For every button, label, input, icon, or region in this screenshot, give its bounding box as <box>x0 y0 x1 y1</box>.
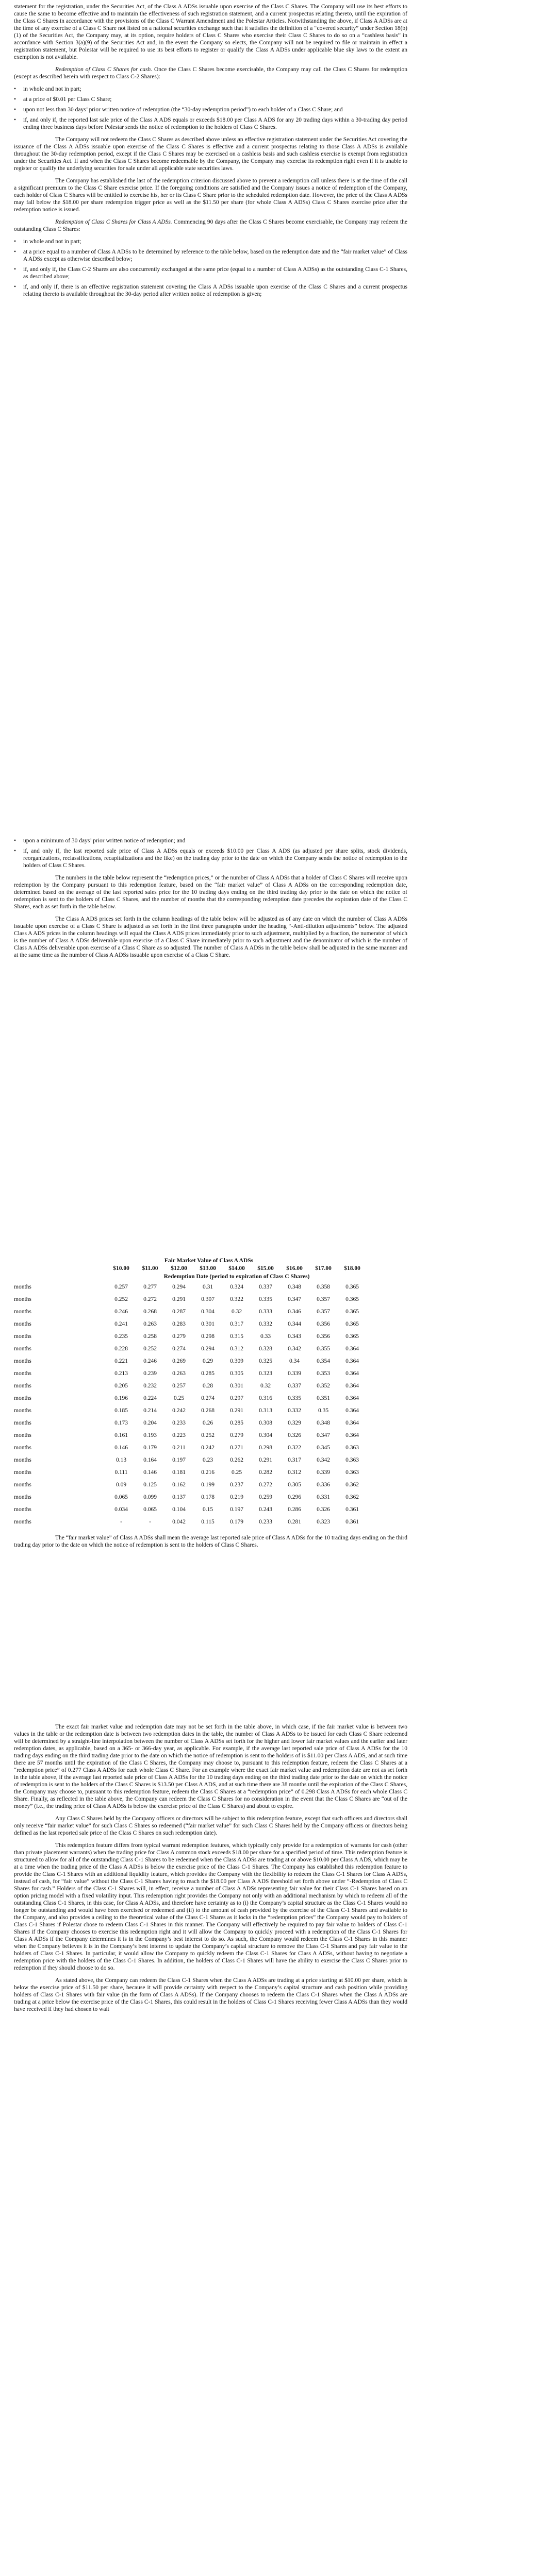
row-label-months: months <box>14 1432 31 1438</box>
list-item <box>14 116 407 131</box>
table-cell-ads-per-share: 0.322 <box>288 1445 301 1451</box>
table-cell-ads-per-share: 0.364 <box>345 1358 359 1364</box>
table-cell-ads-per-share: 0.242 <box>201 1445 215 1451</box>
table-cell-ads-per-share: 0.161 <box>114 1432 128 1438</box>
row-label-months: months <box>14 1469 31 1476</box>
table-cell-ads-per-share: 0.301 <box>201 1321 215 1327</box>
table-cell-ads-per-share: 0.065 <box>114 1494 128 1500</box>
table-cell-ads-per-share: 0.298 <box>259 1445 272 1451</box>
table-cell-ads-per-share: 0.328 <box>259 1346 272 1352</box>
table-cell-ads-per-share: 0.228 <box>114 1346 128 1352</box>
table-cell-ads-per-share: 0.125 <box>143 1482 157 1488</box>
table-cell-ads-per-share: 0.205 <box>114 1383 128 1389</box>
table-cell-ads-per-share: 0.355 <box>317 1346 330 1352</box>
table-row <box>14 1466 367 1479</box>
table-cell-ads-per-share: 0.243 <box>259 1506 272 1513</box>
row-label-months: months <box>14 1333 31 1340</box>
table-cell-ads-per-share: 0.252 <box>143 1346 157 1352</box>
table-cell-ads-per-share: 0.286 <box>288 1506 301 1513</box>
row-label-months: months <box>14 1420 31 1426</box>
list-item <box>14 86 407 93</box>
table-cell-ads-per-share: 0.363 <box>345 1445 359 1451</box>
table-header-price: $16.00 <box>286 1265 303 1272</box>
table-cell-ads-per-share: 0.291 <box>172 1296 186 1302</box>
bullet-icon: • <box>14 284 17 290</box>
table-cell-ads-per-share: 0.297 <box>230 1395 243 1401</box>
table-cell-ads-per-share: 0.364 <box>345 1432 359 1438</box>
table-cell-ads-per-share: 0.137 <box>172 1494 186 1500</box>
list-item <box>14 848 407 869</box>
table-cell-ads-per-share: 0.214 <box>143 1408 157 1414</box>
table-cell-ads-per-share: 0.312 <box>230 1346 243 1352</box>
table-cell-ads-per-share: 0.199 <box>201 1482 215 1488</box>
table-cell-ads-per-share: 0.313 <box>259 1408 272 1414</box>
table-cell-ads-per-share: 0.216 <box>201 1469 215 1476</box>
row-label-months: months <box>14 1519 31 1525</box>
table-cell-ads-per-share: 0.294 <box>172 1284 186 1290</box>
table-header-price: $11.00 <box>142 1265 158 1272</box>
bullet-icon: • <box>14 117 17 123</box>
table-cell-ads-per-share: 0.099 <box>143 1494 157 1500</box>
row-label-months: months <box>14 1494 31 1500</box>
table-cell-ads-per-share: 0.309 <box>230 1358 243 1364</box>
table-cell-ads-per-share: 0.13 <box>116 1457 127 1463</box>
table-cell-ads-per-share: 0.211 <box>172 1445 186 1451</box>
table-cell-ads-per-share: 0.332 <box>259 1321 272 1327</box>
table-cell-ads-per-share: 0.365 <box>345 1284 359 1290</box>
table-cell-ads-per-share: 0.219 <box>230 1494 243 1500</box>
table-cell-ads-per-share: 0.365 <box>345 1333 359 1340</box>
list-item-text: upon not less than 30 days’ prior written notice of redemption (the “30-day redemption period”) to each holder of a Class C Share; and <box>23 107 343 113</box>
bullet-icon: • <box>14 249 17 255</box>
table-cell-ads-per-share: 0.257 <box>172 1383 186 1389</box>
table-cell-ads-per-share: 0.241 <box>114 1321 128 1327</box>
table-cell-ads-per-share: 0.246 <box>143 1358 157 1364</box>
table-row <box>14 1429 367 1442</box>
table-cell-ads-per-share: 0.323 <box>317 1519 330 1525</box>
table-cell-ads-per-share: 0.305 <box>288 1482 301 1488</box>
table-cell-ads-per-share: 0.317 <box>230 1321 243 1327</box>
table-row <box>14 1442 367 1454</box>
table-cell-ads-per-share: 0.337 <box>288 1383 301 1389</box>
table-cell-ads-per-share: 0.348 <box>317 1420 330 1426</box>
table-cell-ads-per-share: 0.034 <box>114 1506 128 1513</box>
table-cell-ads-per-share: 0.305 <box>230 1370 243 1377</box>
paragraph-registration-requirement: The Company will not redeem the Class C Shares as described above unless an effective registration statement under the Securities Act covering the issuance of the Class A ADSs issuable upon exercise of the Class C Shares is effective and a current prospectus relating to those Class A ADSs is available throughout the 30-day redemption period, except if the Class C Shares may be exercised on a cashless basis and such cashless exercise is exempt from registration under the Securities Act. If and when the Class C Shares become redeemable by the Company, the Company may exercise its redemption right even if it is unable to register or qualify the underlying securities for sale under all applicable state securities laws. <box>14 137 407 172</box>
list-item <box>14 238 407 245</box>
table-row <box>14 1318 367 1330</box>
table-cell-ads-per-share: 0.301 <box>230 1383 243 1389</box>
table-row <box>14 1306 367 1318</box>
bullet-list-ads <box>0 238 544 298</box>
list-item <box>14 248 407 263</box>
table-cell-ads-per-share: 0.352 <box>317 1383 330 1389</box>
table-cell-ads-per-share: 0.31 <box>202 1284 213 1290</box>
table-row <box>14 1343 367 1355</box>
row-label-months: months <box>14 1321 31 1327</box>
table-header-blank <box>14 1273 107 1281</box>
table-row <box>14 1355 367 1367</box>
table-cell-ads-per-share: 0.291 <box>230 1408 243 1414</box>
table-cell-ads-per-share: 0.26 <box>202 1420 213 1426</box>
list-item-text: if, and only if, the Class C-2 Shares are also concurrently exchanged at the same price (equal to a number of Class A ADSs) as the outstanding Class C-1 Shares, as described above; <box>23 266 407 280</box>
bullet-icon: • <box>14 848 17 854</box>
paragraph-redemption-cash-text: Once the Class C Shares become exercisable, the Company may call the Class C Shares for redemption (except as described herein with respect to Class C-2 Shares): <box>14 66 407 80</box>
bullet-icon: • <box>14 239 17 245</box>
table-subtitle: Redemption Date (period to expiration of Class C Shares) <box>163 1274 310 1280</box>
table-cell-ads-per-share: 0.345 <box>317 1445 330 1451</box>
paragraph-officers-directors: Any Class C Shares held by the Company officers or directors will be subject to this redemption feature, except that such officers and directors shall only receive “fair market value” for such Class C Shares so redeemed (“fair market value” for such Class C Shares held by the Company officers or directors being defined as the last reported sale price of the Class C Shares on such redemption date). <box>14 1816 407 1836</box>
table-cell-ads-per-share: 0.325 <box>259 1358 272 1364</box>
table-cell-ads-per-share: 0.364 <box>345 1395 359 1401</box>
paragraph-redemption-criterion: The Company has established the last of the redemption criterion discussed above to prevent a redemption call unless there is at the time of the call a significant premium to the Class C Share exercise price. If the foregoing conditions are satisfied and the Company issues a notice of redemption of the Company, each holder of Class C Shares will be entitled to exercise his, her or its Class C Share prior to the scheduled redemption date. However, the price of the Class A ADSs may fall below the $18.00 per share redemption trigger price as well as the $11.50 per share (for whole Class A ADSs) Class C Shares exercise price after the redemption notice is issued. <box>14 178 407 213</box>
table-cell-ads-per-share: 0.257 <box>114 1284 128 1290</box>
table-cell-ads-per-share: 0.322 <box>230 1296 243 1302</box>
table-cell-ads-per-share: 0.326 <box>317 1506 330 1513</box>
table-header-row <box>14 1264 367 1273</box>
table-cell-ads-per-share: 0.042 <box>172 1519 186 1525</box>
table-cell-ads-per-share: 0.274 <box>201 1395 215 1401</box>
table-cell-ads-per-share: 0.364 <box>345 1346 359 1352</box>
table-cell-ads-per-share: 0.262 <box>230 1457 243 1463</box>
table-cell-ads-per-share: 0.329 <box>288 1420 301 1426</box>
list-item-text: at a price of $0.01 per Class C Share; <box>23 96 112 103</box>
table-cell-ads-per-share: 0.224 <box>143 1395 157 1401</box>
row-label-months: months <box>14 1309 31 1315</box>
table-cell-ads-per-share: 0.178 <box>201 1494 215 1500</box>
table-cell-ads-per-share: 0.115 <box>201 1519 215 1525</box>
table-cell-ads-per-share: 0.344 <box>288 1321 301 1327</box>
table-cell-ads-per-share: 0.339 <box>288 1370 301 1377</box>
table-cell-ads-per-share: 0.065 <box>143 1506 157 1513</box>
table-cell-ads-per-share: 0.342 <box>317 1457 330 1463</box>
table-subheader-row <box>14 1273 367 1281</box>
list-item-text: at a price equal to a number of Class A ADSs to be determined by reference to the table below, based on the redemption date and the “fair market value” of Class A ADSs except as otherwise described below; <box>23 249 407 262</box>
paragraph-fair-market-value-definition: The “fair market value” of Class A ADSs shall mean the average last reported sale price of Class A ADSs for the 10 trading days ending on the third trading day prior to the date on which the notice of redemption is sent to the holders of Class C Shares. <box>14 1535 407 1548</box>
section-redemption-prices <box>0 837 544 964</box>
table-row <box>14 1293 367 1306</box>
table-header-price: $10.00 <box>113 1265 129 1272</box>
table-cell-ads-per-share: 0.298 <box>201 1333 215 1340</box>
table-cell-ads-per-share: 0.232 <box>143 1383 157 1389</box>
table-cell-ads-per-share: 0.269 <box>172 1358 186 1364</box>
list-item-text: if, and only if, the last reported sale price of Class A ADSs equals or exceeds $10.00 per Class A ADS (as adjusted per share splits, stock dividends, reorganizations, reclassifications, recapitalizations and the like) on the trading day prior to the date on which the Company sends the notice of redemption to the holders of Class C Shares. <box>23 848 407 869</box>
table-row <box>14 1479 367 1491</box>
table-cell-ads-per-share: 0.272 <box>143 1296 157 1302</box>
paragraph-redemption-feature: This redemption feature differs from typical warrant redemption features, which typically only provide for a redemption of warrants for cash (other than private placement warrants) when the trading price for Class A common stock exceeds $18.00 per share for a specified period of time. This redemption feature is structured to allow for all of the outstanding Class C-1 Shares to be redeemed when the Class A ADSs are trading at or above $10.00 per Class A ADS, which may be at a time when the trading price of the Class A ADSs is below the exercise price of the Class C-1 Shares. The Company has established this redemption feature to provide the Class C-1 Shares with an additional liquidity feature, which provides the Company with the flexibility to redeem the Class C-1 Shares for Class A ADSs, instead of cash, for “fair value” without the Class C-1 Shares having to reach the $18.00 per Class A ADS threshold set forth above under “-Redemption of Class C Shares for cash.” Holders of the Class C-1 Shares will, in effect, receive a number of Class A ADSs representing fair value for their Class C-1 Shares based on an option pricing model with a fixed volatility input. This redemption right provides the Company not only with an additional mechanism by which to redeem all of the outstanding Class C-1 Shares, in this case, for Class A ADSs, and therefore have certainty as to (i) the Company’s capital structure as the Class C-1 Shares would no longer be outstanding and would have been exercised or redeemed and (ii) to the amount of cash provided by the exercise of the Class C-1 Shares and available to the Company, and also provides a ceiling to the theoretical value of the Class C-1 Shares as it locks in the “redemption prices” the Company would pay to holders of Class C-1 Shares if Polestar chose to redeem Class C-1 Shares in this manner. The Company will effectively be required to pay fair value to holders of Class C-1 Shares if the Company chooses to exercise this redemption right and it will allow the Company to quickly proceed with a redemption of the Class C-1 Shares for Class A ADSs if the Company determines it is in the Company’s best interest to do so. As such, the Company would redeem the Class C-1 Shares in this manner when the Company believes it is in the Company’s best interest to update the Company’s capital structure to remove the Class C-1 Shares and pay fair value to the holders of Class C-1 Shares. In particular, it would allow the Company to quickly redeem the Class C-1 Shares for Class A ADSs, without having to negotiate a redemption price with the holders of the Class C-1 Shares. In addition, the holders of Class C-1 Shares will have the ability to exercise the Class C Shares prior to redemption if they should choose to do so. <box>14 1842 408 1971</box>
row-label-months: months <box>14 1284 31 1290</box>
table-header-price: $12.00 <box>171 1265 187 1272</box>
table-cell-ads-per-share: 0.263 <box>172 1370 186 1377</box>
table-cell-ads-per-share: 0.197 <box>230 1506 243 1513</box>
table-row <box>14 1281 367 1293</box>
table-cell-ads-per-share: 0.343 <box>288 1333 301 1340</box>
table-cell-ads-per-share: 0.304 <box>201 1309 215 1315</box>
section-redemption-terms <box>0 3 544 303</box>
table-row <box>14 1417 367 1429</box>
table-cell-ads-per-share: 0.342 <box>288 1346 301 1352</box>
table-cell-ads-per-share: 0.33 <box>260 1333 271 1340</box>
row-label-months: months <box>14 1445 31 1451</box>
table-cell-ads-per-share: - <box>120 1519 122 1525</box>
table-cell-ads-per-share: 0.252 <box>114 1296 128 1302</box>
row-label-months: months <box>14 1346 31 1352</box>
table-cell-ads-per-share: 0.271 <box>230 1445 243 1451</box>
list-item-text: in whole and not in part; <box>23 239 81 245</box>
table-cell-ads-per-share: 0.361 <box>345 1519 359 1525</box>
table-cell-ads-per-share: 0.223 <box>172 1432 186 1438</box>
table-cell-ads-per-share: 0.239 <box>143 1370 157 1377</box>
table-cell-ads-per-share: 0.287 <box>172 1309 186 1315</box>
table-cell-ads-per-share: 0.263 <box>143 1321 157 1327</box>
table-cell-ads-per-share: 0.348 <box>288 1284 301 1290</box>
table-cell-ads-per-share: 0.312 <box>288 1469 301 1476</box>
table-row <box>14 1516 367 1528</box>
section-interpolation <box>0 1723 544 2018</box>
table-cell-ads-per-share: 0.277 <box>143 1284 157 1290</box>
heading-redemption-cash: Redemption of Class C Shares for cash. <box>55 66 153 73</box>
table-cell-ads-per-share: 0.291 <box>259 1457 272 1463</box>
table-cell-ads-per-share: 0.272 <box>259 1482 272 1488</box>
table-cell-ads-per-share: 0.353 <box>317 1370 330 1377</box>
table-cell-ads-per-share: 0.25 <box>173 1395 185 1401</box>
table-row <box>14 1404 367 1417</box>
fair-market-value-table <box>14 1264 367 1528</box>
table-cell-ads-per-share: 0.164 <box>143 1457 157 1463</box>
row-label-months: months <box>14 1457 31 1463</box>
table-body <box>14 1281 367 1528</box>
table-cell-ads-per-share: 0.282 <box>259 1469 272 1476</box>
table-cell-ads-per-share: 0.258 <box>143 1333 157 1340</box>
table-cell-ads-per-share: 0.365 <box>345 1296 359 1302</box>
table-cell-ads-per-share: 0.335 <box>259 1296 272 1302</box>
table-header-price: $15.00 <box>257 1265 274 1272</box>
table-header-price: $14.00 <box>228 1265 245 1272</box>
list-item-text: in whole and not in part; <box>23 86 81 92</box>
bullet-list-cash <box>0 86 544 131</box>
bullet-list-notice <box>0 837 544 869</box>
table-cell-ads-per-share: 0.179 <box>143 1445 157 1451</box>
row-label-months: months <box>14 1482 31 1488</box>
table-cell-ads-per-share: 0.347 <box>288 1296 301 1302</box>
table-cell-ads-per-share: 0.237 <box>230 1482 243 1488</box>
table-cell-ads-per-share: 0.196 <box>114 1395 128 1401</box>
table-row <box>14 1491 367 1503</box>
table-cell-ads-per-share: 0.23 <box>202 1457 213 1463</box>
table-header-price: $18.00 <box>344 1265 360 1272</box>
table-cell-ads-per-share: 0.363 <box>345 1469 359 1476</box>
table-cell-ads-per-share: 0.285 <box>201 1370 215 1377</box>
table-cell-ads-per-share: 0.35 <box>318 1408 329 1414</box>
list-item <box>14 96 407 103</box>
table-cell-ads-per-share: 0.365 <box>345 1321 359 1327</box>
table-cell-ads-per-share: 0.346 <box>288 1309 301 1315</box>
table-cell-ads-per-share: 0.34 <box>289 1358 300 1364</box>
table-cell-ads-per-share: 0.146 <box>114 1445 128 1451</box>
table-header-blank <box>14 1264 107 1273</box>
table-cell-ads-per-share: 0.324 <box>230 1284 243 1290</box>
table-cell-ads-per-share: 0.363 <box>345 1457 359 1463</box>
list-item <box>14 106 407 113</box>
table-cell-ads-per-share: 0.331 <box>317 1494 330 1500</box>
table-cell-ads-per-share: 0.104 <box>172 1506 186 1513</box>
table-row <box>14 1454 367 1466</box>
table-cell-ads-per-share: 0.259 <box>259 1494 272 1500</box>
paragraph-interpolation: The exact fair market value and redemption date may not be set forth in the table above, in which case, if the fair market value is between two values in the table or the redemption date is between two redemption dates in the table, the number of Class A ADSs to be issued for each Class C Share redeemed will be determined by a straight-line interpolation between the number of Class A ADSs set forth for the higher and lower fair market values and the earlier and later redemption dates, as applicable, based on a 365- or 366-day year, as applicable. For example, if the average last reported sale price of Class A ADSs for the 10 trading days ending on the third trading date prior to the date on which the notice of redemption is sent to the holders of is $11.00 per Class A ADS, and at such time there are 57 months until the expiration of the Class C Shares, the Company may choose to, pursuant to this redemption feature, redeem the Class C Shares at a “redemption price” of 0.277 Class A ADSs for each whole Class C Share. For an example where the exact fair market value and redemption date are not as set forth in the table above, if the average last reported sale price of Class A ADSs for the 10 trading days ending on the third trading date prior to the date on which the notice of redemption is sent to the holders of the Class C Shares is $13.50 per Class A ADS, and at such time there are 38 months until the expiration of the Class C Shares, the Company may choose to, pursuant to this redemption feature, redeem the Class C Shares at a “redemption price” of 0.298 Class A ADSs for each whole Class C Share. Finally, as reflected in the table above, the Company can redeem the Class C Shares for no consideration in the event that the Class C Shares are “out of the money” (i.e., the trading price of Class A ADSs is below the exercise price of the Class C Shares) and about to expire. <box>14 1724 407 1809</box>
table-cell-ads-per-share: 0.364 <box>345 1370 359 1377</box>
row-label-months: months <box>14 1296 31 1302</box>
table-cell-ads-per-share: 0.316 <box>259 1395 272 1401</box>
table-cell-ads-per-share: 0.356 <box>317 1321 330 1327</box>
table-row <box>14 1380 367 1392</box>
table-row <box>14 1330 367 1343</box>
table-cell-ads-per-share: 0.146 <box>143 1469 157 1476</box>
table-row <box>14 1392 367 1404</box>
table-cell-ads-per-share: 0.173 <box>114 1420 128 1426</box>
table-cell-ads-per-share: 0.268 <box>143 1309 157 1315</box>
table-cell-ads-per-share: 0.308 <box>259 1420 272 1426</box>
list-item <box>14 266 407 280</box>
table-cell-ads-per-share: 0.25 <box>231 1469 242 1476</box>
row-label-months: months <box>14 1506 31 1513</box>
table-cell-ads-per-share: 0.332 <box>288 1408 301 1414</box>
table-header-price: $17.00 <box>315 1265 332 1272</box>
table-cell-ads-per-share: 0.204 <box>143 1420 157 1426</box>
table-cell-ads-per-share: 0.185 <box>114 1408 128 1414</box>
table-cell-ads-per-share: 0.354 <box>317 1358 330 1364</box>
list-item-text: upon a minimum of 30 days’ prior written notice of redemption; and <box>23 838 186 844</box>
row-label-months: months <box>14 1408 31 1414</box>
bullet-icon: • <box>14 107 17 113</box>
table-cell-ads-per-share: 0.181 <box>172 1469 186 1476</box>
table-cell-ads-per-share: 0.197 <box>172 1457 186 1463</box>
table-cell-ads-per-share: 0.242 <box>172 1408 186 1414</box>
table-cell-ads-per-share: 0.279 <box>172 1333 186 1340</box>
table-cell-ads-per-share: 0.347 <box>317 1432 330 1438</box>
table-cell-ads-per-share: 0.28 <box>202 1383 213 1389</box>
heading-redemption-ads: Redemption of Class C Shares for Class A ADSs. <box>55 219 172 225</box>
table-cell-ads-per-share: 0.15 <box>202 1506 213 1513</box>
table-cell-ads-per-share: 0.336 <box>317 1482 330 1488</box>
table-cell-ads-per-share: 0.221 <box>114 1358 128 1364</box>
table-cell-ads-per-share: - <box>149 1519 151 1525</box>
table-title: Fair Market Value of Class A ADSs <box>164 1258 254 1264</box>
bullet-icon: • <box>14 86 17 92</box>
row-label-months: months <box>14 1383 31 1389</box>
table-cell-ads-per-share: 0.333 <box>259 1309 272 1315</box>
table-cell-ads-per-share: 0.307 <box>201 1296 215 1302</box>
table-cell-ads-per-share: 0.283 <box>172 1321 186 1327</box>
list-item <box>14 837 407 844</box>
table-cell-ads-per-share: 0.357 <box>317 1309 330 1315</box>
table-cell-ads-per-share: 0.356 <box>317 1333 330 1340</box>
table-cell-ads-per-share: 0.326 <box>288 1432 301 1438</box>
table-row <box>14 1367 367 1380</box>
table-cell-ads-per-share: 0.364 <box>345 1408 359 1414</box>
table-cell-ads-per-share: 0.362 <box>345 1494 359 1500</box>
table-cell-ads-per-share: 0.281 <box>288 1519 301 1525</box>
list-item <box>14 283 407 298</box>
paragraph-redemption-ads <box>0 218 544 233</box>
row-label-months: months <box>14 1395 31 1401</box>
table-cell-ads-per-share: 0.274 <box>172 1346 186 1352</box>
table-row <box>14 1503 367 1516</box>
table-cell-ads-per-share: 0.179 <box>230 1519 243 1525</box>
row-label-months: months <box>14 1358 31 1364</box>
table-cell-ads-per-share: 0.315 <box>230 1333 243 1340</box>
fair-market-value-table-section <box>0 1257 544 1554</box>
table-header-price: $13.00 <box>200 1265 216 1272</box>
table-cell-ads-per-share: 0.335 <box>288 1395 301 1401</box>
table-cell-ads-per-share: 0.162 <box>172 1482 186 1488</box>
bullet-icon: • <box>14 266 17 273</box>
table-cell-ads-per-share: 0.364 <box>345 1383 359 1389</box>
table-cell-ads-per-share: 0.317 <box>288 1457 301 1463</box>
table-cell-ads-per-share: 0.233 <box>259 1519 272 1525</box>
table-cell-ads-per-share: 0.29 <box>202 1358 213 1364</box>
table-cell-ads-per-share: 0.193 <box>143 1432 157 1438</box>
bullet-icon: • <box>14 838 17 844</box>
paragraph-below-exercise-price: As stated above, the Company can redeem the Class C-1 Shares when the Class A ADSs are trading at a price starting at $10.00 per share, which is below the exercise price of $11.50 per share, because it will provide certainty with respect to the Company’s capital structure and cash position while providing holders of Class C-1 Shares with fair value (in the form of Class A ADSs). If the Company chooses to redeem the Class C-1 Shares when the Class A ADSs are trading at a price below the exercise price of the Class C-1 Shares, this could result in the holders of Class C-1 Shares receiving fewer Class A ADSs than they would have received if they had chosen to wait <box>14 1977 407 2012</box>
table-cell-ads-per-share: 0.285 <box>230 1420 243 1426</box>
table-cell-ads-per-share: 0.357 <box>317 1296 330 1302</box>
table-cell-ads-per-share: 0.361 <box>345 1506 359 1513</box>
table-cell-ads-per-share: 0.235 <box>114 1333 128 1340</box>
table-cell-ads-per-share: 0.32 <box>260 1383 271 1389</box>
list-item-text: if, and only if, there is an effective registration statement covering the Class A ADSs issuable upon exercise of the Class C Shares and a current prospectus relating thereto is available throughout the 30-day period after written notice of redemption is given; <box>23 284 407 297</box>
table-cell-ads-per-share: 0.365 <box>345 1309 359 1315</box>
table-cell-ads-per-share: 0.294 <box>201 1346 215 1352</box>
table-cell-ads-per-share: 0.252 <box>201 1432 215 1438</box>
paragraph-price-adjustment: The Class A ADS prices set forth in the column headings of the table below will be adjusted as of any date on which the number of Class A ADSs issuable upon exercise of a Class C Share is adjusted as set forth in the first three paragraphs under the heading “-Anti-dilution adjustments” below. The adjusted Class A ADS prices in the column headings will equal the Class A ADS prices immediately prior to such adjustment, multiplied by a fraction, the numerator of which is the number of Class A ADSs deliverable upon exercise of a Class C Share immediately prior to such adjustment and the denominator of which is the number of Class A ADSs deliverable upon exercise of a Class C Share as so adjusted. The number of Class A ADSs in the table below shall be adjusted in the same manner and at the same time as the number of Class A ADSs issuable upon exercise of a Class C Share. <box>14 916 407 958</box>
row-label-months: months <box>14 1370 31 1377</box>
table-cell-ads-per-share: 0.337 <box>259 1284 272 1290</box>
paragraph-redemption-ads-text: Commencing 90 days after the Class C Shares become exercisable, the Company may redeem the outstanding Class C Shares: <box>14 219 407 232</box>
table-cell-ads-per-share: 0.358 <box>317 1284 330 1290</box>
table-cell-ads-per-share: 0.351 <box>317 1395 330 1401</box>
paragraph-redemption-prices: The numbers in the table below represent the “redemption prices,” or the number of Class A ADSs that a holder of Class C Shares will receive upon redemption by the Company pursuant to this redemption feature, based on the “fair market value” of Class A ADSs on the corresponding redemption date, determined based on the average of the last reported sales price for the 10 trading days ending on the third trading day prior to the date on which the notice of redemption is sent to the holders of Class C Shares, and the number of months that the corresponding redemption date precedes the expiration date of the Class C Shares, each as set forth in the table below. <box>14 875 407 910</box>
table-cell-ads-per-share: 0.268 <box>201 1408 215 1414</box>
table-cell-ads-per-share: 0.279 <box>230 1432 243 1438</box>
paragraph-redemption-cash <box>0 66 544 80</box>
table-cell-ads-per-share: 0.362 <box>345 1482 359 1488</box>
table-cell-ads-per-share: 0.246 <box>114 1309 128 1315</box>
table-cell-ads-per-share: 0.09 <box>116 1482 127 1488</box>
table-cell-ads-per-share: 0.296 <box>288 1494 301 1500</box>
table-cell-ads-per-share: 0.304 <box>259 1432 272 1438</box>
bullet-icon: • <box>14 96 17 103</box>
list-item-text: if, and only if, the reported last sale price of the Class A ADS equals or exceeds $18.00 per Class A ADS for any 20 trading days within a 30-trading day period ending three business days before Polestar sends the notice of redemption to the holders of Class C Shares. <box>23 117 407 130</box>
table-cell-ads-per-share: 0.32 <box>231 1309 242 1315</box>
table-cell-ads-per-share: 0.364 <box>345 1420 359 1426</box>
paragraph-registration: statement for the registration, under the Securities Act, of the Class A ADSs issuable upon exercise of the Class C Shares. The Company will use its best efforts to cause the same to become effective and to maintain the effectiveness of such registration statement, and a current prospectus relating thereto, until the expiration of the Class C Shares in accordance with the provisions of the Class C Warrant Amendment and the Polestar Articles. Notwithstanding the above, if Class A ADSs are at the time of any exercise of a Class C Share not listed on a national securities exchange such that it satisfies the definition of a “covered security” under Section 18(b)(1) of the Securities Act, the Company may, at its option, require holders of Class C Shares who exercise their Class C Shares to do so on a “cashless basis” in accordance with Section 3(a)(9) of the Securities Act and, in the event the Company so elects, the Company will not be required to file or maintain in effect a registration statement, but Polestar will be required to use its best efforts to register or qualify the Class A ADSs under applicable blue sky laws to the extent an exemption is not available. <box>14 4 407 60</box>
table-cell-ads-per-share: 0.213 <box>114 1370 128 1377</box>
table-cell-ads-per-share: 0.111 <box>114 1469 128 1476</box>
table-cell-ads-per-share: 0.233 <box>172 1420 186 1426</box>
table-cell-ads-per-share: 0.339 <box>317 1469 330 1476</box>
table-cell-ads-per-share: 0.323 <box>259 1370 272 1377</box>
